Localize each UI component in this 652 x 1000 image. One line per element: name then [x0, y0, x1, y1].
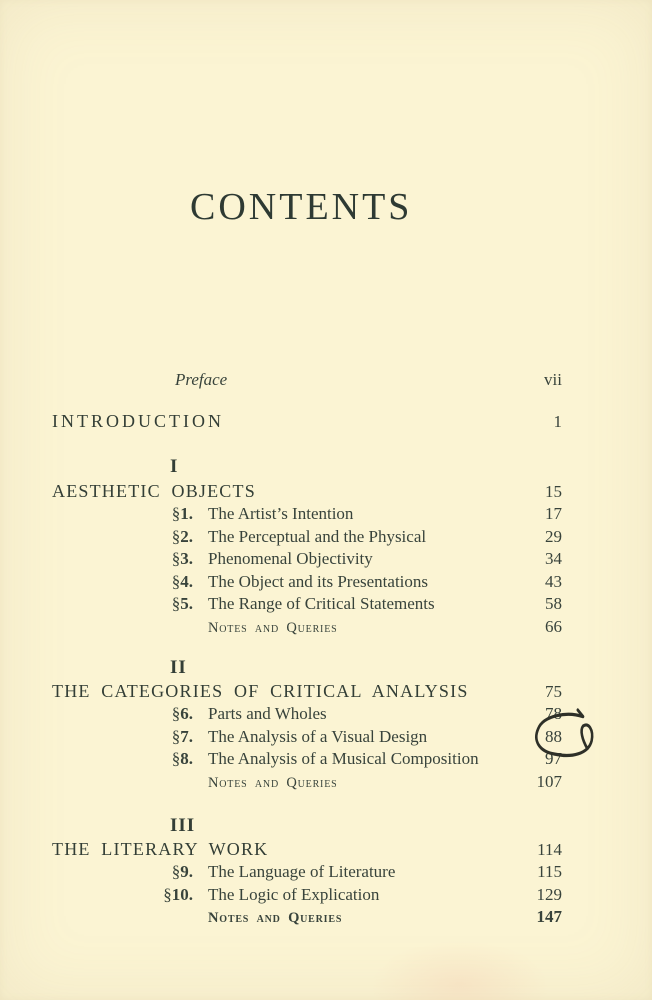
entry-label: §1. [171, 504, 193, 523]
toc-entry-row [52, 726, 562, 749]
section-mark: § [171, 726, 181, 746]
page-number: 147 [536, 907, 562, 926]
section-numeral: II [170, 657, 187, 678]
section-mark: § [163, 884, 172, 904]
section-1 [52, 455, 562, 639]
page-number: 29 [545, 526, 562, 546]
toc-entry-row [52, 884, 562, 907]
page-number: 115 [537, 862, 562, 881]
page-number: 17 [545, 504, 562, 523]
preface-label: Preface [175, 370, 228, 389]
toc-entry-row [52, 703, 562, 726]
entry-label: §10. [163, 884, 193, 904]
entry-title: Phenomenal Objectivity [208, 549, 373, 568]
toc-entry-row [52, 548, 562, 571]
page-title: CONTENTS [190, 186, 413, 228]
notes-label: Notes and Queries [208, 774, 338, 791]
section-mark: § [171, 749, 181, 768]
page-number: 58 [545, 594, 562, 613]
entry-label: §8. [171, 749, 193, 768]
entry-title: The Analysis of a Visual Design [208, 726, 428, 746]
section-numeral: III [170, 815, 196, 836]
entry-title: The Perceptual and the Physical [208, 526, 427, 546]
entry-title: The Language of Literature [208, 862, 396, 881]
entry-title: The Range of Critical Statements [208, 594, 435, 613]
page-number: 43 [545, 571, 562, 591]
section-mark: § [171, 504, 181, 523]
introduction-row [52, 410, 562, 433]
page-number: 97 [545, 749, 562, 768]
section-mark: § [171, 549, 181, 568]
page-number: 114 [537, 840, 562, 859]
page-number: vii [544, 370, 562, 389]
section-numeral: I [170, 456, 179, 477]
toc-entry-row [52, 861, 562, 884]
page-number: 66 [545, 616, 562, 636]
entry-title: The Artist’s Intention [208, 504, 354, 523]
section-mark: § [171, 571, 181, 591]
introduction-heading: INTRODUCTION [52, 411, 224, 431]
notes-row [52, 616, 562, 640]
section-mark: § [171, 704, 181, 723]
page-number-circled: 88 [545, 726, 562, 749]
toc-entry-row [52, 503, 562, 526]
entry-label: §5. [171, 594, 193, 613]
page-number: 1 [553, 412, 562, 431]
page-number: 107 [536, 771, 562, 791]
entry-title: The Analysis of a Musical Composition [208, 749, 479, 768]
entry-label: §6. [171, 704, 193, 723]
section-mark: § [171, 594, 181, 613]
section-heading-row [52, 680, 562, 703]
entry-label: §2. [171, 526, 193, 546]
entry-title: The Logic of Explication [208, 884, 380, 904]
section-mark: § [171, 526, 181, 546]
entry-title: The Object and its Presentations [208, 571, 429, 591]
section-heading: THE LITERARY WORK [52, 839, 269, 859]
section-heading-row [52, 480, 562, 503]
section-heading: AESTHETIC OBJECTS [52, 481, 256, 501]
entry-label: §3. [171, 549, 193, 568]
entry-label: §9. [171, 862, 193, 881]
page-number: 129 [536, 884, 562, 904]
notes-label: Notes and Queries [208, 619, 338, 636]
section-mark: § [171, 862, 181, 881]
section-3 [52, 814, 562, 930]
section-heading-row [52, 838, 562, 861]
entry-label: §4. [171, 571, 193, 591]
page-number: 75 [545, 682, 562, 701]
notes-row [52, 906, 562, 930]
notes-row [52, 771, 562, 795]
preface-row [52, 368, 562, 391]
toc-entry-row [52, 748, 562, 771]
page-number: 78 [545, 704, 562, 723]
page-number: 15 [545, 482, 562, 501]
page-number: 34 [545, 549, 562, 568]
toc-entry-row [52, 526, 562, 549]
toc-entry-row [52, 593, 562, 616]
section-2 [52, 656, 562, 794]
notes-label: Notes and Queries [208, 910, 343, 926]
toc-entry-row [52, 571, 562, 594]
entry-title: Parts and Wholes [208, 704, 327, 723]
section-heading: THE CATEGORIES OF CRITICAL ANALYSIS [52, 681, 469, 701]
entry-label: §7. [171, 726, 193, 746]
